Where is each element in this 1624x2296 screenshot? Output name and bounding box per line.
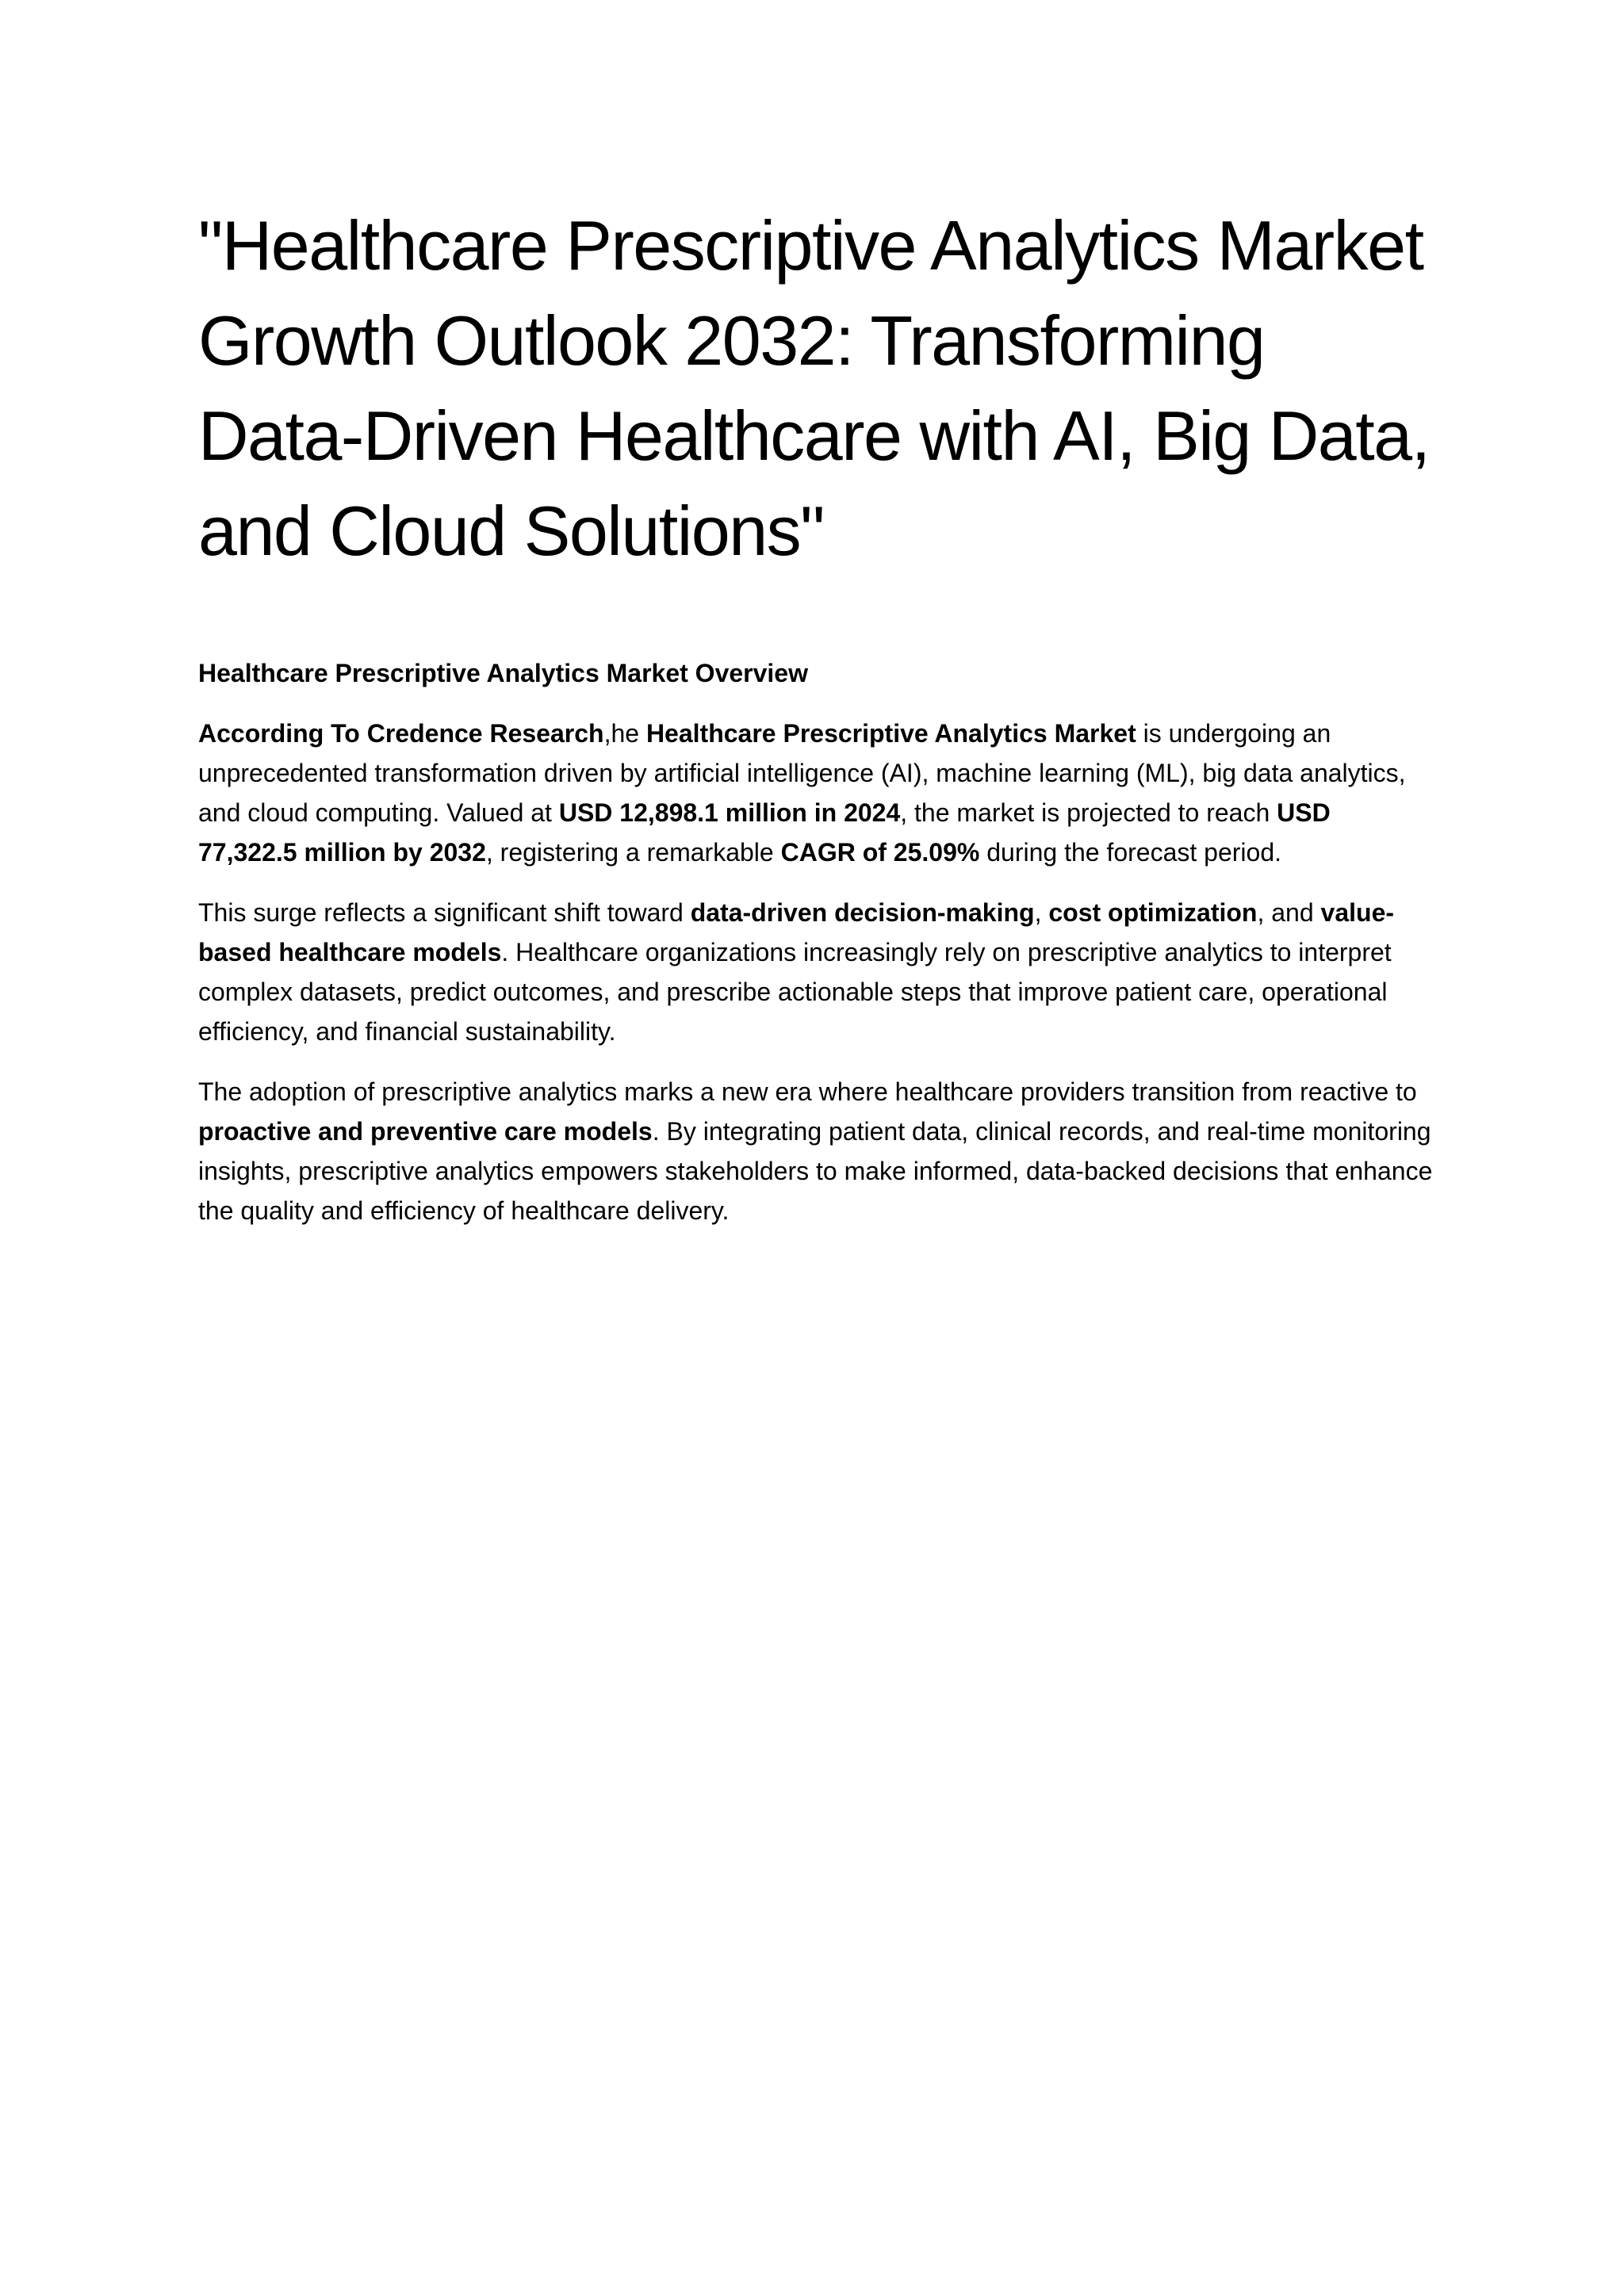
market-value-2032: USD 77,322.5 million by 2032	[198, 798, 1331, 867]
emphasis-data-driven: data-driven decision-making	[690, 898, 1035, 927]
emphasis-value-based: value-based healthcare models	[198, 898, 1395, 966]
document-page	[198, 198, 1435, 1251]
market-value-2024: USD 12,898.1 million in 2024	[558, 798, 901, 827]
paragraph-decision-making: This surge reflects a significant shift toward data-driven decision-making, cost optimization, and value-based healthcare models. Healthcare organizations increasingly rely on prescriptive analytics to interpret complex datasets, predict outcomes, and prescribe actionable steps that improve patient care, operational efficiency, and financial sustainability.	[198, 898, 1395, 1046]
section-heading: Healthcare Prescriptive Analytics Market Overview	[198, 659, 808, 687]
market-name: Healthcare Prescriptive Analytics Market	[645, 719, 1136, 748]
paragraph-adoption: The adoption of prescriptive analytics marks a new era where healthcare providers transition from reactive to proactive and preventive care models. By integrating patient data, clinical records, and real-time monitoring insights, prescriptive analytics empowers stakeholders to make informed, data-backed decisions that enhance the quality and efficiency of healthcare delivery.	[198, 1077, 1433, 1225]
emphasis-proactive-care: proactive and preventive care models	[198, 1117, 653, 1146]
paragraph-market-overview: According To Credence Research,he Healthcare Prescriptive Analytics Market is undergoing an unprecedented transformation driven by artificial intelligence (AI), machine learning (ML), big data analytics, and cloud computing. Valued at USD 12,898.1 million in 2024, the market is projected to reach USD 77,322.5 million by 2032, registering a remarkable CAGR of 25.09% during the forecast period.	[198, 719, 1406, 867]
document-title: "Healthcare Prescriptive Analytics Market Growth Outlook 2032: Transforming Data-Driven Healthcare with AI, Big Data, and Cloud Solutions"	[198, 206, 1430, 570]
source-name: According To Credence Research	[198, 719, 604, 748]
cagr-value: CAGR of 25.09%	[780, 838, 980, 867]
emphasis-cost-optimization: cost optimization	[1048, 898, 1258, 927]
